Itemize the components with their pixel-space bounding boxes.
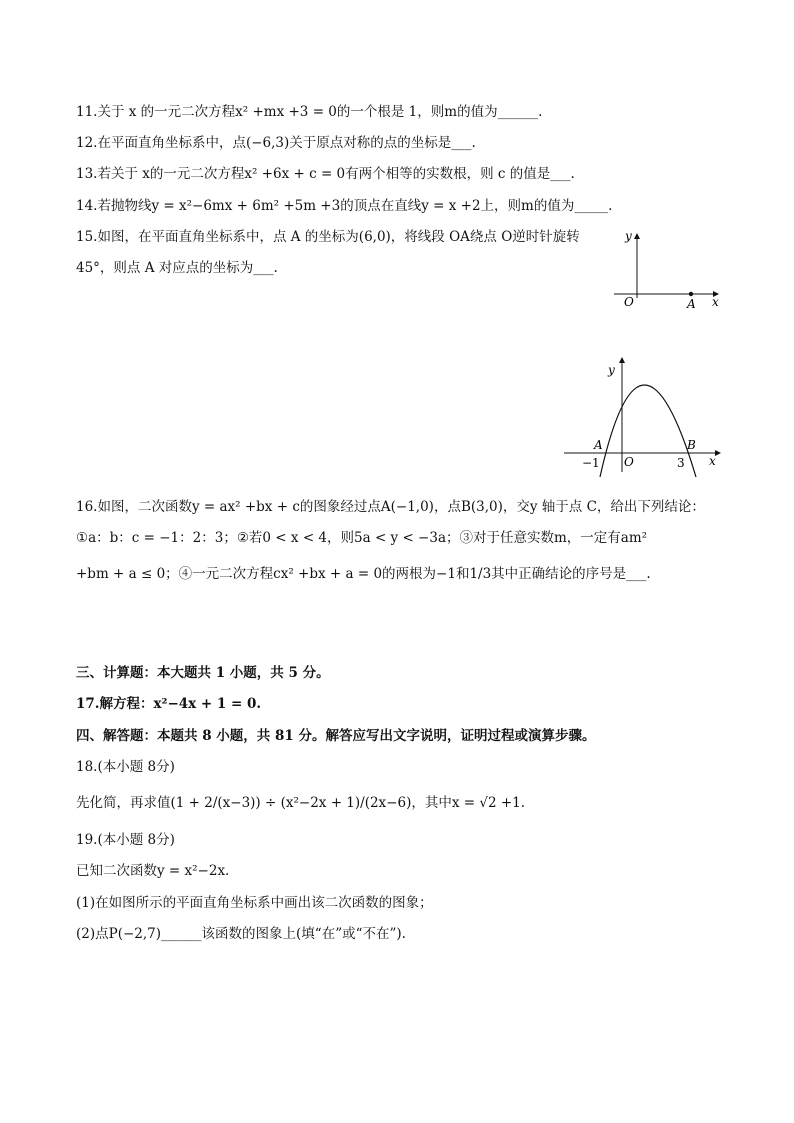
question-15-line-1: 15.如图，在平面直角坐标系中，点 A 的坐标为(6,0)，将线段 OA绕点 O逆时针旋转 [76, 229, 580, 245]
question-19-body: 已知二次函数y = x²−2x. [76, 863, 230, 879]
point-a [689, 292, 693, 296]
figure-15-coordinate-plane [608, 226, 728, 316]
question-16-line-2: ①a：b：c = −1：2：3；②若0 < x < 4，则5a < y < −3a；③对于任意实数m，一定有am² [76, 530, 648, 546]
section-3-heading: 三、计算题：本大题共 1 小题，共 5 分。 [76, 665, 330, 681]
question-14: 14.若抛物线y = x²−6mx + 6m² +5m +3的顶点在直线y = x +2上，则m的值为_____. [76, 198, 613, 214]
origin-label: O [624, 295, 634, 309]
x-axis-label: x [709, 454, 716, 468]
x-axis-label: x [712, 295, 719, 309]
point-a-label: A [687, 297, 696, 311]
question-19-title: 19.(本小题 8分) [76, 832, 175, 848]
question-16-line-1: 16.如图，二次函数y = ax² +bx + c的图象经过点A(−1,0)，点B(3,0)，交y 轴于点 C，给出下列结论： [76, 499, 705, 515]
y-axis-label: y [625, 229, 632, 243]
tick-label-3: 3 [677, 456, 685, 470]
section-4-heading: 四、解答题：本题共 8 小题，共 81 分。解答应写出文字说明，证明过程或演算步骤。 [76, 728, 596, 744]
question-15-line-2: 45°，则点 A 对应点的坐标为___. [76, 260, 278, 276]
figure-16-parabola [560, 352, 730, 477]
origin-label: O [624, 455, 634, 469]
question-18-body: 先化简，再求值(1 + 2/(x−3)) ÷ (x²−2x + 1)/(2x−6)，其中x = √2 +1. [76, 795, 526, 811]
question-13: 13.若关于 x的一元二次方程x² +6x + c = 0有两个相等的实数根，则 c 的值是___. [76, 166, 575, 182]
point-a-label: A [594, 438, 603, 452]
y-axis-label: y [608, 363, 615, 377]
question-17: 17.解方程：x²−4x + 1 = 0. [76, 696, 262, 712]
question-12: 12.在平面直角坐标系中，点(−6,3)关于原点对称的点的坐标是___. [76, 135, 476, 151]
question-18-title: 18.(本小题 8分) [76, 759, 175, 775]
question-19-part-1: (1)在如图所示的平面直角坐标系中画出该二次函数的图象； [76, 895, 433, 911]
point-b-label: B [687, 438, 696, 452]
tick-label-neg1: −1 [582, 456, 600, 470]
question-19-part-2: (2)点P(−2,7)______该函数的图象上(填“在”或“不在”). [76, 926, 406, 942]
question-11: 11.关于 x 的一元二次方程x² +mx +3 = 0的一个根是 1，则m的值为______. [76, 104, 543, 120]
question-16-line-3: +bm + a ≤ 0；④一元二次方程cx² +bx + a = 0的两根为−1和1/3其中正确结论的序号是___. [76, 566, 651, 582]
